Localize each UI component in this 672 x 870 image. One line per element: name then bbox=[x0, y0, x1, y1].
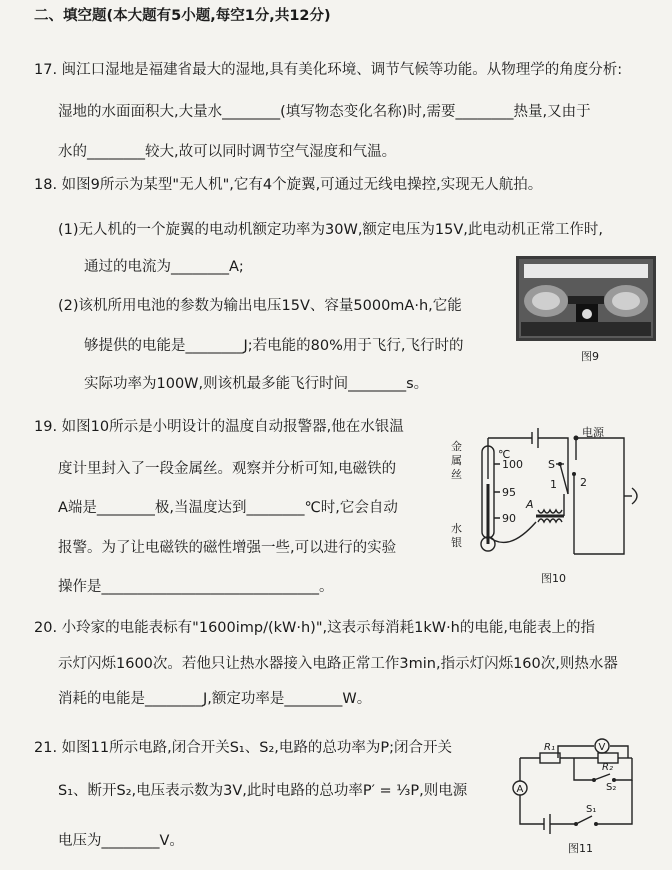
q20-line3: 消耗的电能是________J,额定功率是________W。 bbox=[58, 691, 372, 707]
q21-line2: S₁、断开S₂,电压表示数为3V,此时电路的总功率P′ = ⅓P,则电源 bbox=[58, 783, 468, 799]
fig9-caption: 图9 bbox=[581, 350, 599, 363]
label-metal-wire-3: 丝 bbox=[451, 468, 462, 481]
tick-100: 100 bbox=[502, 458, 523, 471]
section-title: 二、填空题(本大题有5小题,每空1分,共12分) bbox=[34, 8, 331, 24]
q19-line2: 度计里封入了一段金属丝。观察并分析可知,电磁铁的 bbox=[58, 461, 397, 477]
circuit-diagram-fig11 bbox=[510, 736, 640, 836]
ammeter-label: A bbox=[516, 784, 524, 795]
q18-part1-line2: 通过的电流为________A; bbox=[84, 259, 244, 275]
q17-line2: 湿地的水面面积大,大量水________(填写物态变化名称)时,需要________热量,又由于 bbox=[58, 104, 591, 120]
q19-line5: 操作是______________________________。 bbox=[58, 579, 334, 595]
label-switch: S bbox=[548, 458, 555, 471]
fig10-caption: 图10 bbox=[541, 572, 566, 585]
q19-line1: 19. 如图10所示是小明设计的温度自动报警器,他在水银温 bbox=[34, 419, 404, 435]
label-power: 电源 bbox=[582, 426, 604, 439]
label-unit: ℃ bbox=[498, 448, 511, 461]
s2-label: S₂ bbox=[606, 782, 617, 793]
q17-line3: 水的________较大,故可以同时调节空气湿度和气温。 bbox=[58, 144, 397, 160]
q17-line1: 17. 闽江口湿地是福建省最大的湿地,具有美化环境、调节气候等功能。从物理学的角度分析: bbox=[34, 62, 623, 78]
q20-line2: 示灯闪烁1600次。若他只让热水器接入电路正常工作3min,指示灯闪烁160次,则热水器 bbox=[58, 656, 618, 672]
tick-95: 95 bbox=[502, 486, 516, 499]
drone-photo bbox=[516, 256, 656, 341]
alarm-circuit-diagram bbox=[448, 424, 658, 569]
q18-part2-line1: (2)该机所用电池的参数为输出电压15V、容量5000mA·h,它能 bbox=[58, 298, 462, 314]
q19-line3: A端是________极,当温度达到________℃时,它会自动 bbox=[58, 500, 398, 516]
fig11-caption: 图11 bbox=[568, 842, 593, 855]
label-a-end: A bbox=[526, 498, 534, 511]
voltmeter-label: V bbox=[598, 742, 606, 753]
q18-part2-line2: 够提供的电能是________J;若电能的80%用于飞行,飞行时的 bbox=[84, 338, 464, 354]
q18-line1: 18. 如图9所示为某型"无人机",它有4个旋翼,可通过无线电操控,实现无人航拍。 bbox=[34, 177, 543, 193]
q19-line4: 报警。为了让电磁铁的磁性增强一些,可以进行的实验 bbox=[58, 540, 397, 556]
q18-part1-line1: (1)无人机的一个旋翼的电动机额定功率为30W,额定电压为15V,此电动机正常工作时, bbox=[58, 222, 604, 238]
label-metal-wire-1: 金 bbox=[451, 440, 462, 453]
label-metal-wire-2: 属 bbox=[451, 454, 462, 467]
label-contact-1: 1 bbox=[550, 478, 557, 491]
q18-part2-line3: 实际功率为100W,则该机最多能飞行时间________s。 bbox=[84, 376, 429, 392]
label-mercury-1: 水 bbox=[451, 522, 462, 535]
q20-line1: 20. 小玲家的电能表标有"1600imp/(kW·h)",这表示每消耗1kW·h的电能,电能表上的指 bbox=[34, 620, 595, 636]
r1-label: R₁ bbox=[544, 742, 555, 753]
s1-label: S₁ bbox=[586, 804, 597, 815]
label-contact-2: 2 bbox=[580, 476, 587, 489]
label-mercury-2: 银 bbox=[451, 536, 462, 549]
tick-90: 90 bbox=[502, 512, 516, 525]
r2-label: R₂ bbox=[602, 762, 613, 773]
q21-line3: 电压为________V。 bbox=[58, 833, 184, 849]
q21-line1: 21. 如图11所示电路,闭合开关S₁、S₂,电路的总功率为P;闭合开关 bbox=[34, 740, 452, 756]
